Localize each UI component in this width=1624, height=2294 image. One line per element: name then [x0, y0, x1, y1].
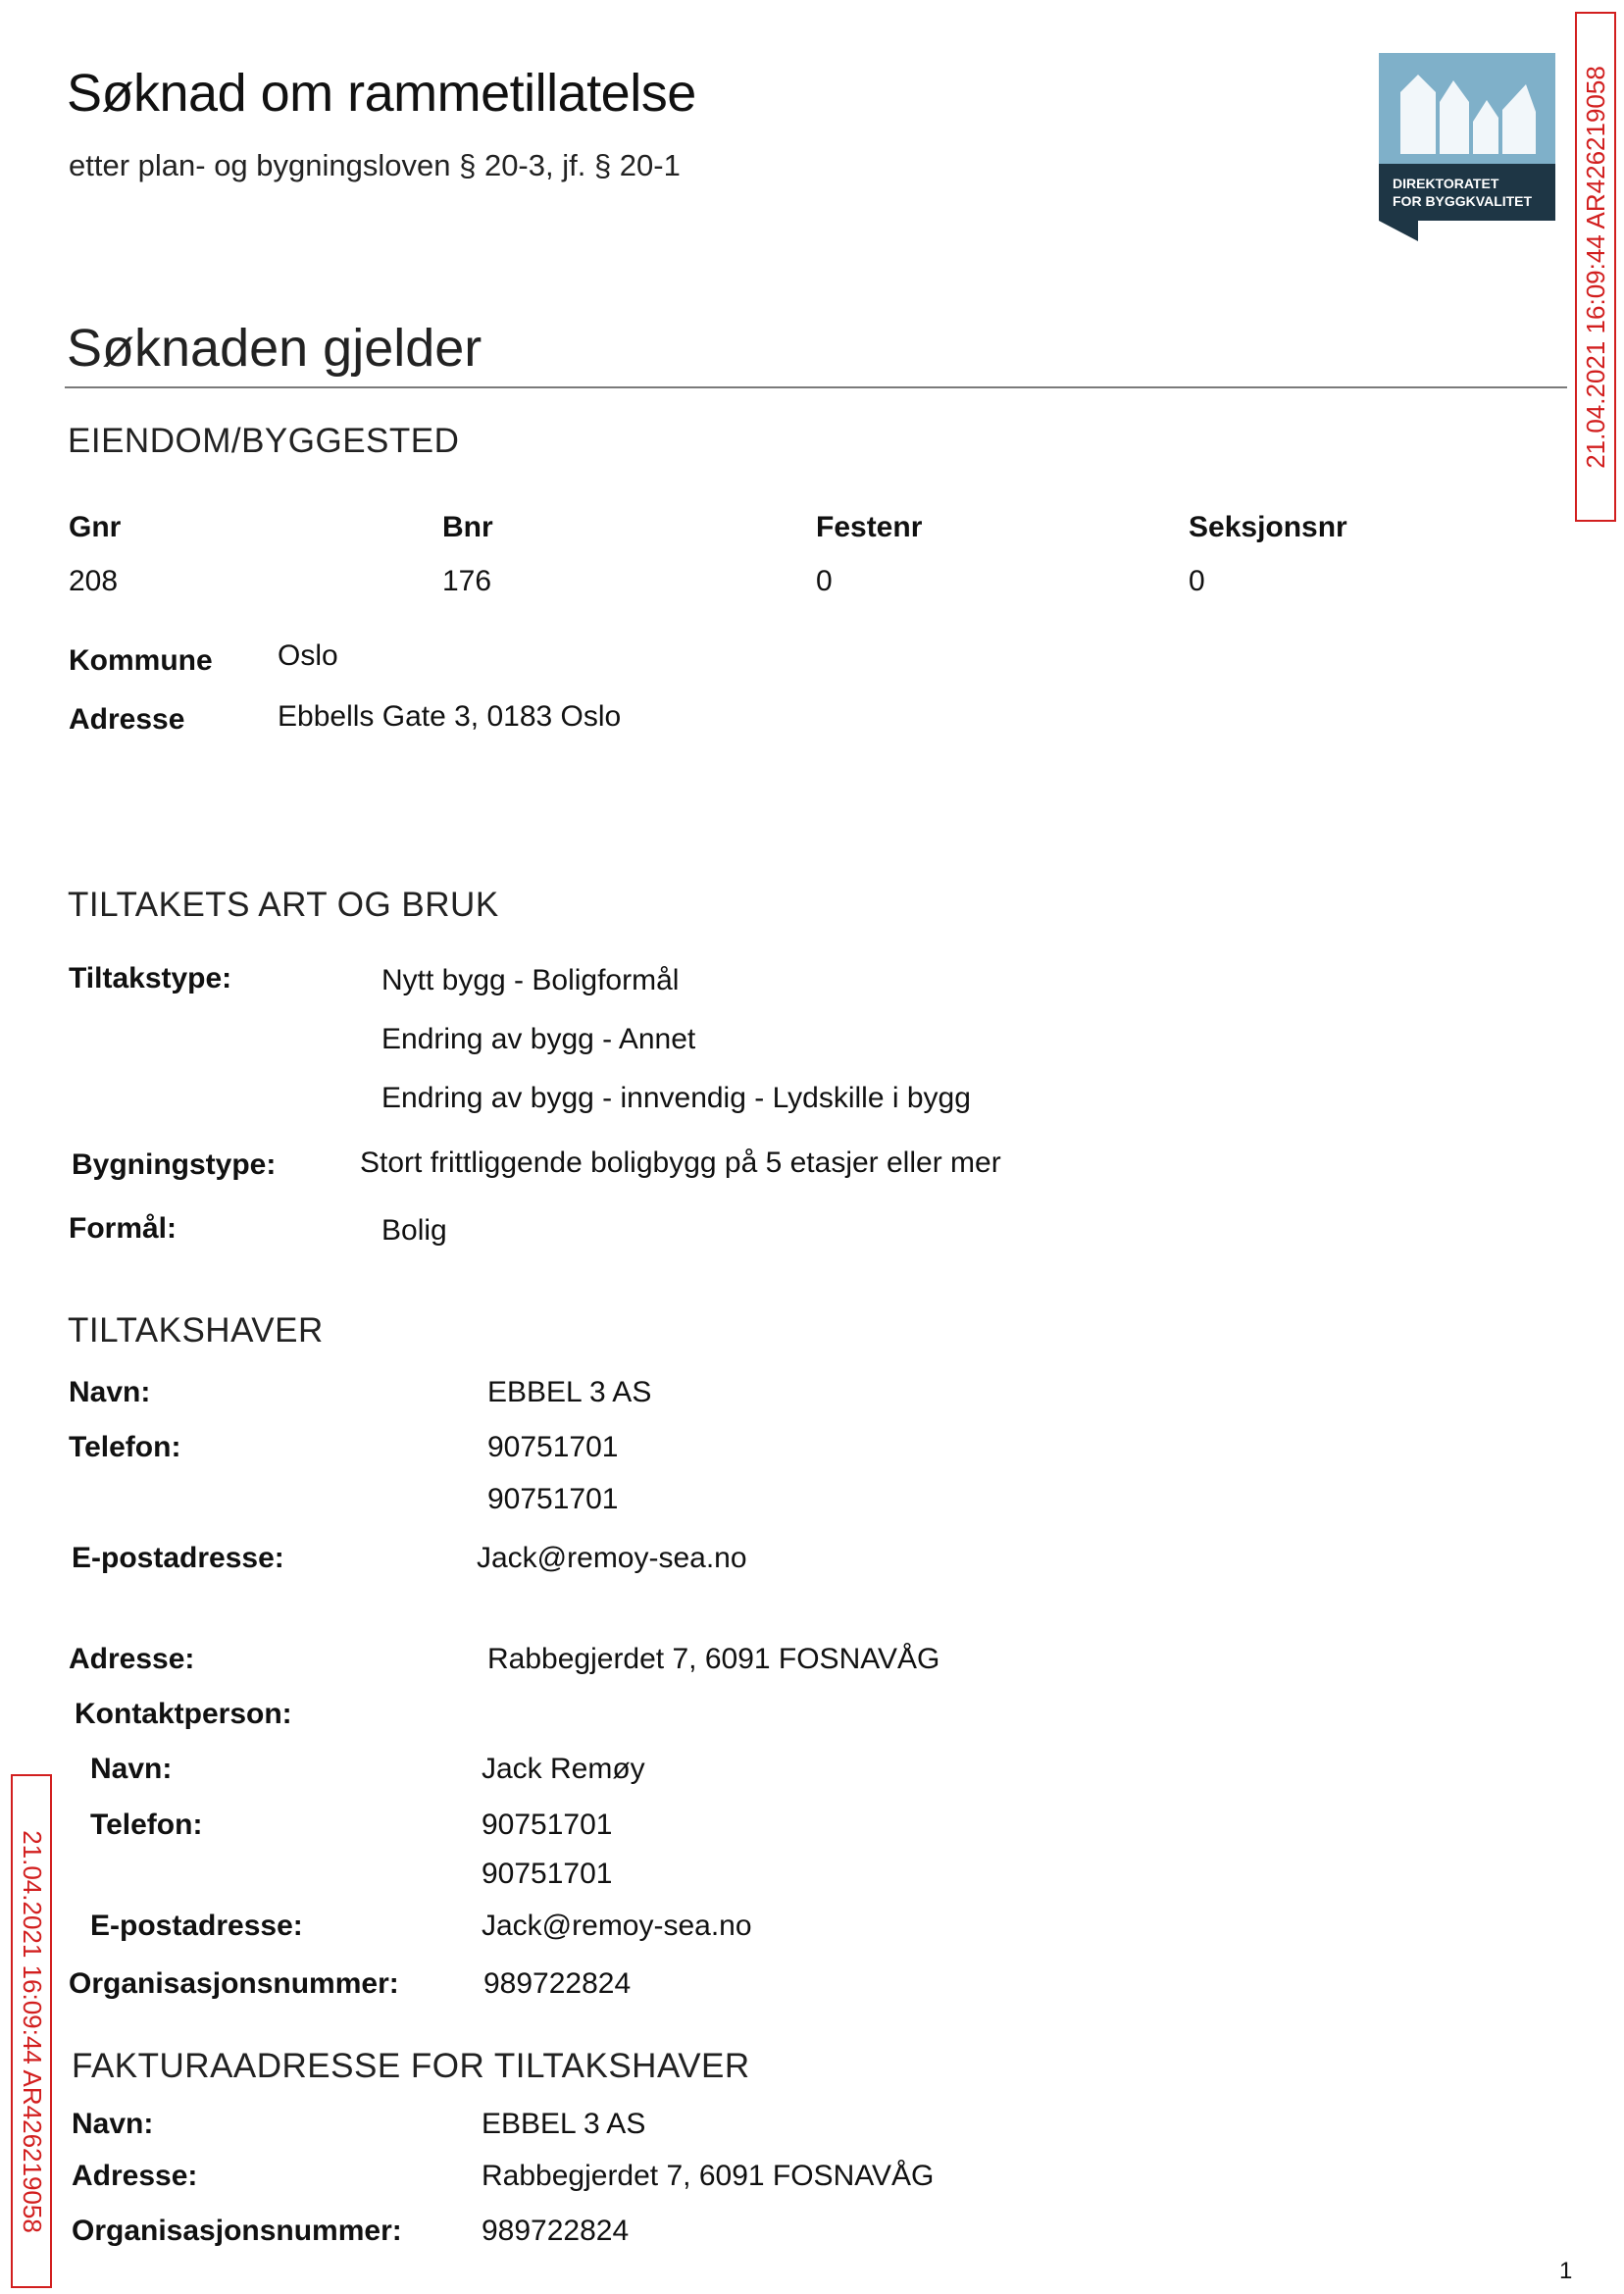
kontakt-epost-value: Jack@remoy-sea.no: [482, 1910, 752, 1942]
festenr-label: Festenr: [816, 511, 923, 543]
dibk-logo: [1379, 53, 1555, 241]
kontakt-telefon-label: Telefon:: [90, 1809, 203, 1841]
stamp-text: 21.04.2021 16:09:44 AR426219058: [17, 1829, 47, 2233]
faktura-orgnr-label: Organisasjonsnummer:: [72, 2215, 402, 2247]
section-divider: [65, 386, 1567, 388]
tiltakstype-item: Endring av bygg - Annet: [381, 1023, 696, 1055]
tiltak-heading: TILTAKETS ART OG BRUK: [68, 886, 499, 924]
faktura-adresse-value: Rabbegjerdet 7, 6091 FOSNAVÅG: [482, 2160, 935, 2192]
seksjonsnr-label: Seksjonsnr: [1189, 511, 1347, 543]
document-title: Søknad om rammetillatelse: [67, 64, 696, 123]
page-number: 1: [1559, 2258, 1573, 2284]
kontakt-navn-label: Navn:: [90, 1753, 173, 1785]
faktura-heading: FAKTURAADRESSE FOR TILTAKSHAVER: [72, 2047, 750, 2085]
faktura-orgnr-value: 989722824: [482, 2215, 630, 2247]
faktura-navn-value: EBBEL 3 AS: [482, 2108, 646, 2140]
stamp-text: 21.04.2021 16:09:44 AR426219058: [1580, 65, 1610, 469]
bygningstype-label: Bygningstype:: [72, 1148, 277, 1181]
tiltakstype-label: Tiltakstype:: [69, 962, 232, 994]
faktura-adresse-label: Adresse:: [72, 2160, 198, 2192]
kommune-label: Kommune: [69, 644, 213, 677]
telefon-value: 90751701: [487, 1431, 619, 1463]
timestamp-stamp-top: [1575, 12, 1616, 522]
tiltakstype-item: Endring av bygg - innvendig - Lydskille i bygg: [381, 1082, 971, 1114]
section-title: Søknaden gjelder: [67, 319, 482, 378]
adresse-value: Ebbells Gate 3, 0183 Oslo: [278, 700, 622, 733]
festenr-value: 0: [816, 565, 833, 597]
kontakt-telefon-value: 90751701: [482, 1858, 613, 1890]
tiltakshaver-adresse-value: Rabbegjerdet 7, 6091 FOSNAVÅG: [487, 1643, 940, 1675]
formal-label: Formål:: [69, 1212, 178, 1245]
kontaktperson-label: Kontaktperson:: [75, 1698, 292, 1730]
faktura-navn-label: Navn:: [72, 2108, 154, 2140]
telefon-label: Telefon:: [69, 1431, 181, 1463]
bygningstype-value: Stort frittliggende boligbygg på 5 etasjer eller mer: [360, 1147, 1001, 1179]
kontakt-epost-label: E-postadresse:: [90, 1910, 303, 1942]
epost-value: Jack@remoy-sea.no: [477, 1542, 747, 1574]
timestamp-stamp-bottom: [11, 1774, 52, 2288]
kontakt-navn-value: Jack Remøy: [482, 1753, 645, 1785]
adresse-label: Adresse: [69, 703, 185, 736]
logo-text-line2: FOR BYGGKVALITET: [1393, 193, 1533, 209]
tiltakstype-item: Nytt bygg - Boligformål: [381, 964, 680, 996]
bnr-label: Bnr: [442, 511, 493, 543]
telefon-value: 90751701: [487, 1483, 619, 1515]
gnr-label: Gnr: [69, 511, 122, 543]
navn-label: Navn:: [69, 1376, 151, 1408]
orgnr-value: 989722824: [483, 1967, 632, 2000]
bnr-value: 176: [442, 565, 492, 597]
kontakt-telefon-value: 90751701: [482, 1809, 613, 1841]
tiltakshaver-heading: TILTAKSHAVER: [68, 1311, 324, 1350]
formal-value: Bolig: [381, 1214, 447, 1247]
epost-label: E-postadresse:: [72, 1542, 284, 1574]
seksjonsnr-value: 0: [1189, 565, 1205, 597]
gnr-value: 208: [69, 565, 119, 597]
eiendom-heading: EIENDOM/BYGGESTED: [68, 422, 460, 460]
navn-value: EBBEL 3 AS: [487, 1376, 652, 1408]
logo-text-line1: DIREKTORATET: [1393, 176, 1499, 191]
kommune-value: Oslo: [278, 639, 338, 672]
orgnr-label: Organisasjonsnummer:: [69, 1967, 399, 2000]
document-subtitle: etter plan- og bygningsloven § 20-3, jf. § 20-1: [69, 148, 681, 182]
tiltakshaver-adresse-label: Adresse:: [69, 1643, 195, 1675]
